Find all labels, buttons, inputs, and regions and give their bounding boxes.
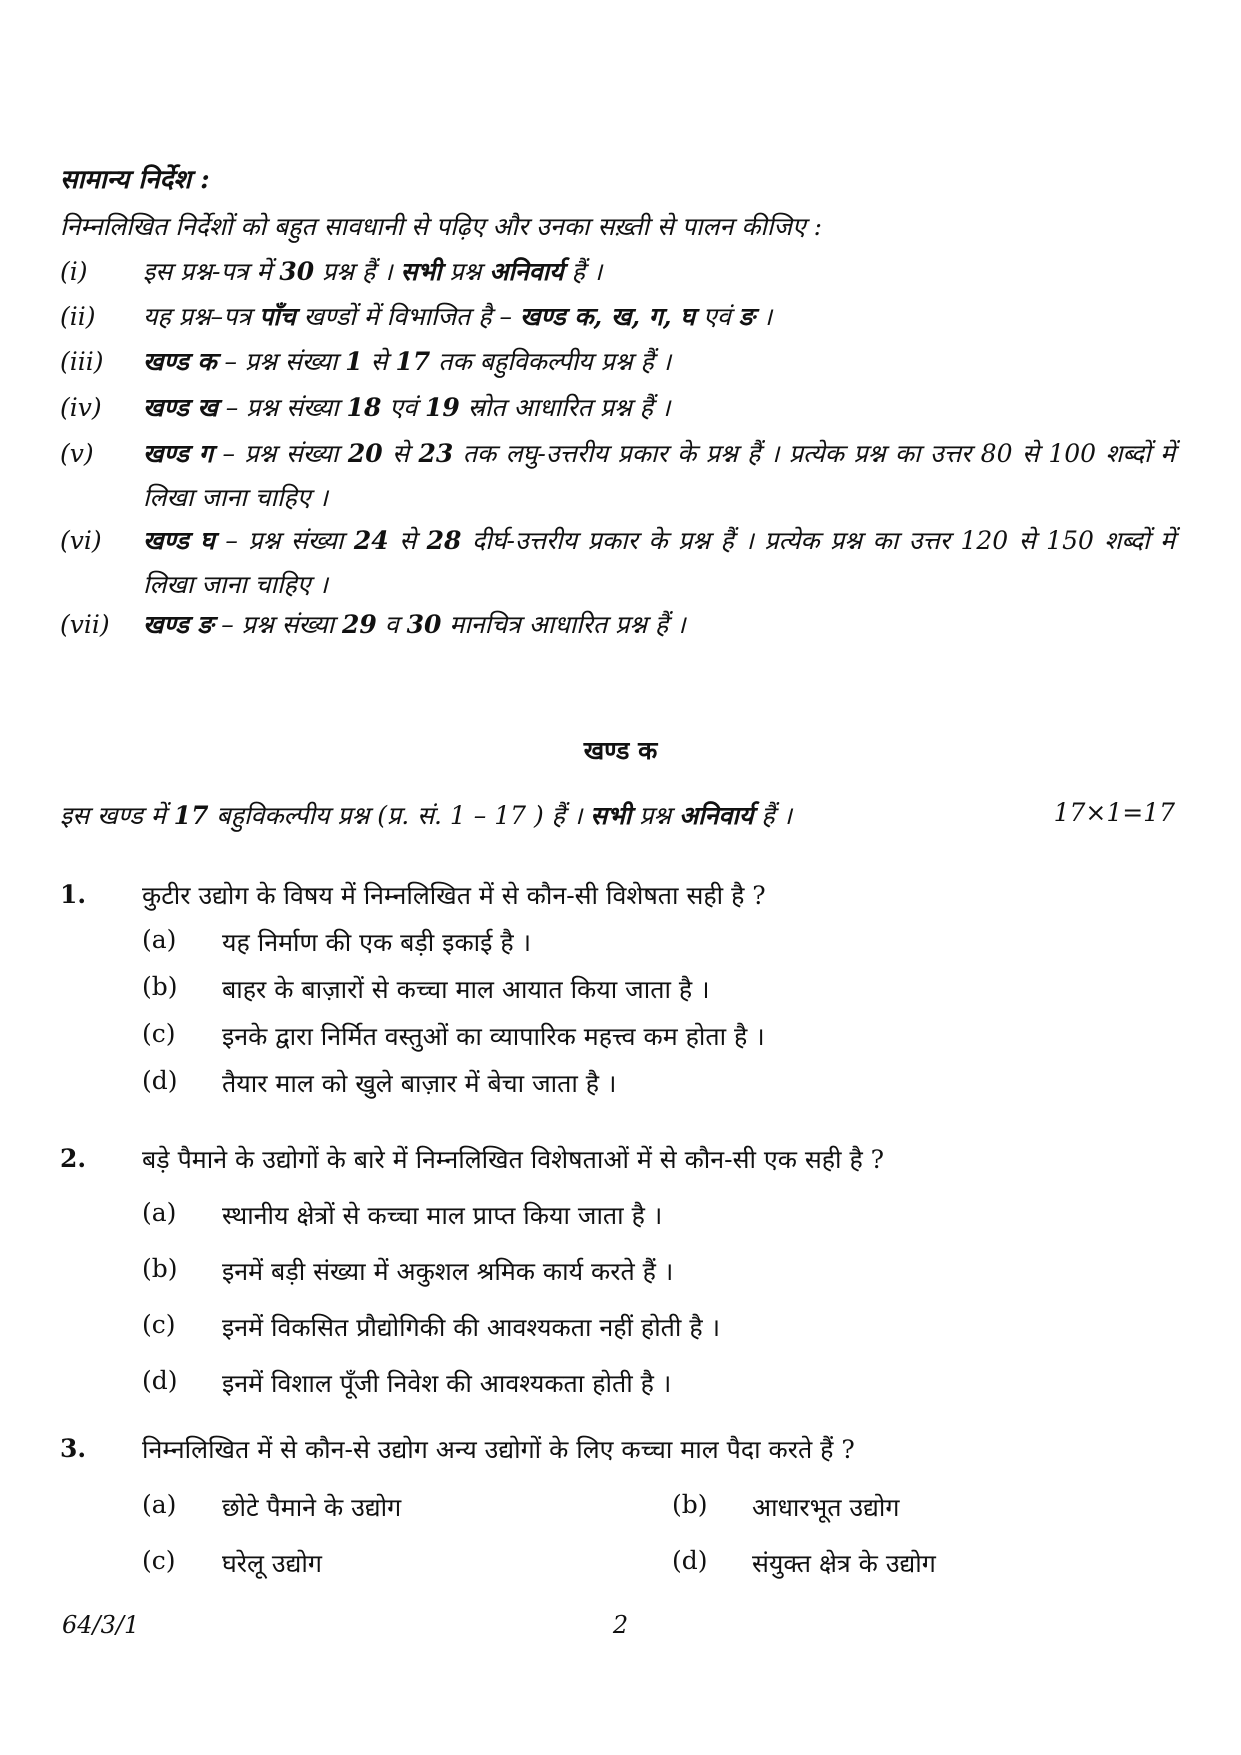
section-description: इस खण्ड में 17 बहुविकल्पीय प्रश्न (प्र. सं. 1 – 17 ) हैं । सभी प्रश्न अनिवार्य हैं ।	[60, 801, 793, 830]
option-label: (d)	[142, 1366, 178, 1395]
instruction-text: खण्ड ग – प्रश्न संख्या 20 से 23 तक लघु-उत्तरीय प्रकार के प्रश्न हैं । प्रत्येक प्रश्न का उत्तर 80 से 100 शब्दों में लिखा जाना चाहिए ।	[143, 439, 1176, 512]
option-label: (b)	[142, 972, 178, 1001]
option-text: तैयार माल को खुले बाज़ार में बेचा जाता है ।	[222, 1069, 617, 1098]
general-instructions-heading: सामान्य निर्देश :	[60, 165, 210, 195]
option-text: इनमें विकसित प्रौद्योगिकी की आवश्यकता नहीं होती है ।	[222, 1313, 721, 1342]
instruction-number: (iii)	[60, 347, 104, 376]
instruction-number: (vi)	[60, 526, 102, 555]
option-label: (a)	[142, 925, 177, 954]
instruction-text: इस प्रश्न-पत्र में 30 प्रश्न हैं । सभी प्रश्न अनिवार्य हैं ।	[143, 257, 603, 286]
instruction-item	[60, 432, 1175, 520]
option-label: (b)	[672, 1490, 708, 1519]
option-text: स्थानीय क्षेत्रों से कच्चा माल प्राप्त किया जाता है ।	[222, 1201, 663, 1230]
instruction-text: खण्ड ङ – प्रश्न संख्या 29 व 30 मानचित्र आधारित प्रश्न हैं ।	[143, 610, 686, 639]
instruction-number: (i)	[60, 257, 88, 286]
instruction-number: (vii)	[60, 610, 110, 639]
option-label: (a)	[142, 1198, 177, 1227]
option-text: संयुक्त क्षेत्र के उद्योग	[752, 1549, 936, 1578]
option-label: (c)	[142, 1019, 176, 1048]
option-text: इनके द्वारा निर्मित वस्तुओं का व्यापारिक महत्त्व कम होता है ।	[222, 1022, 765, 1051]
option-text: घरेलू उद्योग	[222, 1549, 322, 1578]
section-marks: 17×1=17	[1053, 798, 1175, 827]
instruction-item	[60, 519, 1175, 607]
paper-code: 64/3/1	[62, 1611, 140, 1639]
option-text: छोटे पैमाने के उद्योग	[222, 1493, 402, 1522]
question-number: 3.	[60, 1434, 87, 1463]
option-label: (c)	[142, 1546, 176, 1575]
page-number: 2	[612, 1611, 629, 1639]
option-text: आधारभूत उद्योग	[752, 1493, 900, 1522]
instruction-number: (ii)	[60, 302, 96, 331]
question-text: निम्नलिखित में से कौन-से उद्योग अन्य उद्योगों के लिए कच्चा माल पैदा करते हैं ?	[142, 1435, 855, 1464]
instruction-item	[60, 603, 1175, 647]
instruction-item	[60, 295, 1175, 339]
option-label: (a)	[142, 1490, 177, 1519]
option-label: (d)	[142, 1066, 178, 1095]
question-number: 1.	[60, 880, 87, 909]
option-text: यह निर्माण की एक बड़ी इकाई है ।	[222, 928, 532, 957]
option-text: इनमें बड़ी संख्या में अकुशल श्रमिक कार्य करते हैं ।	[222, 1257, 674, 1286]
instruction-number: (v)	[60, 439, 94, 468]
question-text: कुटीर उद्योग के विषय में निम्नलिखित में से कौन-सी विशेषता सही है ?	[142, 881, 766, 910]
instruction-item	[60, 386, 1175, 430]
question-number: 2.	[60, 1144, 87, 1173]
instruction-item	[60, 250, 1175, 294]
option-text: इनमें विशाल पूँजी निवेश की आवश्यकता होती है ।	[222, 1369, 672, 1398]
option-text: बाहर के बाज़ारों से कच्चा माल आयात किया जाता है ।	[222, 975, 710, 1004]
option-label: (d)	[672, 1546, 708, 1575]
instruction-text: खण्ड घ – प्रश्न संख्या 24 से 28 दीर्घ-उत्तरीय प्रकार के प्रश्न हैं । प्रत्येक प्रश्न का उत्तर 120 से 150 शब्दों में लिखा जाना चाहिए ।	[143, 526, 1176, 599]
instruction-text: यह प्रश्न–पत्र पाँच खण्डों में विभाजित है – खण्ड क, ख, ग, घ एवं ङ ।	[143, 302, 773, 331]
instruction-number: (iv)	[60, 393, 102, 422]
instructions-intro: निम्नलिखित निर्देशों को बहुत सावधानी से पढ़िए और उनका सख़्ती से पालन कीजिए :	[60, 212, 823, 241]
instruction-text: खण्ड क – प्रश्न संख्या 1 से 17 तक बहुविकल्पीय प्रश्न हैं ।	[143, 347, 672, 376]
section-title: खण्ड क	[583, 736, 658, 765]
question-text: बड़े पैमाने के उद्योगों के बारे में निम्नलिखित विशेषताओं में से कौन-सी एक सही है ?	[142, 1145, 885, 1174]
option-label: (b)	[142, 1254, 178, 1283]
option-label: (c)	[142, 1310, 176, 1339]
instruction-item	[60, 340, 1175, 384]
instruction-text: खण्ड ख – प्रश्न संख्या 18 एवं 19 स्रोत आधारित प्रश्न हैं ।	[143, 393, 671, 422]
